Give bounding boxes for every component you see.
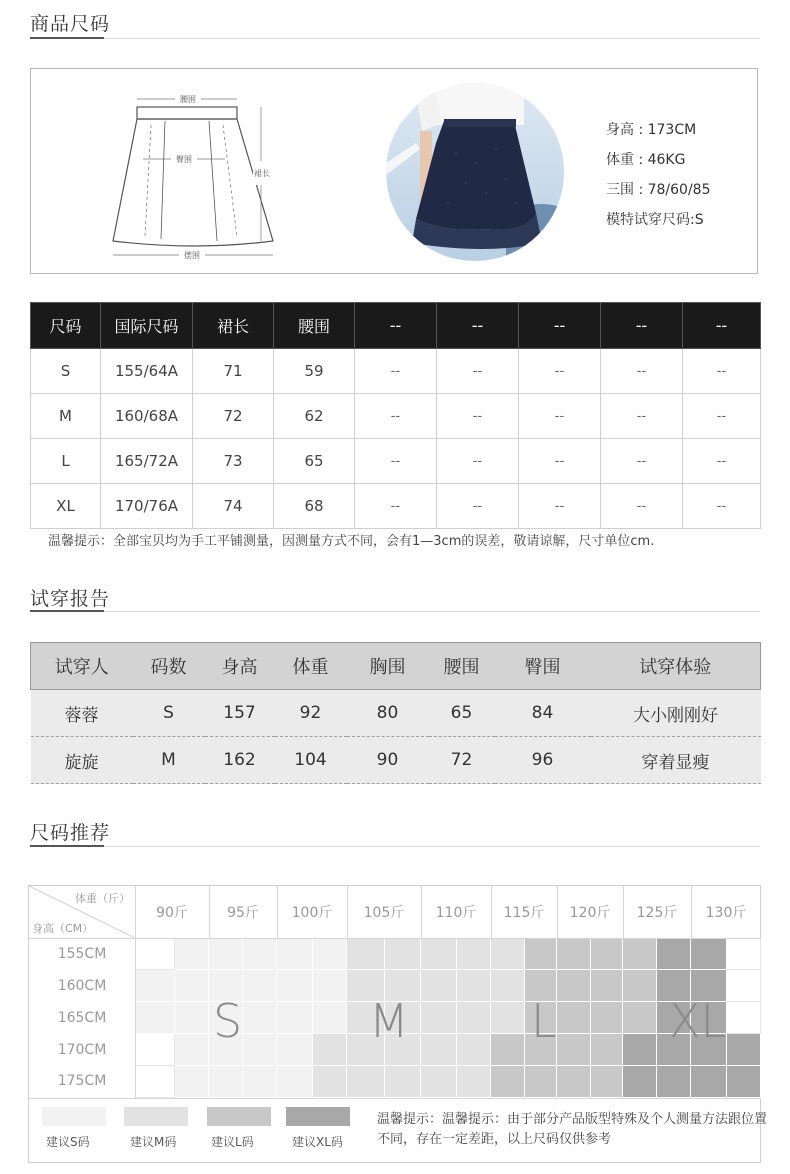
grid-cell bbox=[385, 1066, 421, 1098]
weight-label: 100斤 bbox=[291, 905, 333, 921]
table-cell: -- bbox=[683, 439, 761, 484]
waist-label: 腰围 bbox=[180, 95, 196, 104]
table-cell: 155/64A bbox=[101, 349, 193, 394]
grid-cell bbox=[347, 1066, 385, 1098]
grid-cell bbox=[135, 938, 175, 970]
table-row bbox=[31, 349, 761, 394]
table-cell: 92 bbox=[275, 690, 347, 737]
table-cell: -- bbox=[355, 484, 437, 529]
grid-cell bbox=[491, 1034, 525, 1066]
size-table-header bbox=[31, 303, 761, 349]
grid-cell bbox=[347, 938, 385, 970]
try-on-table bbox=[30, 642, 761, 784]
table-cell: -- bbox=[601, 394, 683, 439]
table-cell: 62 bbox=[274, 394, 355, 439]
table-cell: S bbox=[133, 690, 205, 737]
grid-cell bbox=[421, 938, 457, 970]
grid-cell bbox=[457, 1002, 491, 1034]
grid-line bbox=[421, 886, 422, 938]
table-cell: 96 bbox=[495, 737, 591, 784]
corner-height-label: 身高（CM） bbox=[32, 922, 94, 935]
grid-cell bbox=[591, 938, 623, 970]
weight-label: 105斤 bbox=[363, 905, 405, 921]
table-cell: XL bbox=[31, 484, 101, 529]
table-cell: 80 bbox=[347, 690, 429, 737]
weight-label: 95斤 bbox=[227, 905, 259, 921]
grid-line bbox=[29, 1098, 760, 1099]
grid-cell bbox=[243, 938, 277, 970]
table-cell: L bbox=[31, 439, 101, 484]
table-cell: 90 bbox=[347, 737, 429, 784]
header-cell: 身高 bbox=[205, 643, 275, 690]
grid-cell bbox=[623, 1034, 657, 1066]
table-row bbox=[31, 394, 761, 439]
table-cell: -- bbox=[519, 439, 601, 484]
table-cell: -- bbox=[601, 484, 683, 529]
table-cell: -- bbox=[683, 484, 761, 529]
grid-cell bbox=[385, 938, 421, 970]
grid-line bbox=[347, 886, 348, 938]
table-row bbox=[31, 484, 761, 529]
table-cell: 旋旋 bbox=[31, 737, 133, 784]
header-cell: 腰围 bbox=[274, 303, 355, 349]
grid-cell bbox=[421, 1002, 457, 1034]
height-label: 155CM bbox=[57, 946, 107, 962]
table-cell: 162 bbox=[205, 737, 275, 784]
grid-line bbox=[691, 886, 692, 938]
table-cell: 84 bbox=[495, 690, 591, 737]
model-photo bbox=[386, 83, 564, 261]
grid-cell bbox=[491, 1002, 525, 1034]
grid-cell bbox=[591, 1034, 623, 1066]
table-cell: 73 bbox=[193, 439, 274, 484]
corner-weight-label: 体重（斤） bbox=[75, 892, 130, 905]
header-cell: 码数 bbox=[133, 643, 205, 690]
grid-cell bbox=[175, 970, 209, 1002]
grid-cell bbox=[557, 1002, 591, 1034]
length-label: 裙长 bbox=[254, 169, 270, 178]
weight-label: 110斤 bbox=[435, 905, 477, 921]
height-label: 160CM bbox=[57, 978, 107, 994]
header-cell: -- bbox=[601, 303, 683, 349]
table-row bbox=[31, 690, 761, 737]
grid-cell bbox=[277, 938, 313, 970]
model-height: 身高 : 173CM bbox=[606, 122, 697, 138]
grid-cell bbox=[277, 1034, 313, 1066]
recommend-note: 温馨提示：温馨提示：由于部分产品版型特殊及个人测量方法跟位置不同，存在一定差距，以上尺码仅供参考 bbox=[377, 1112, 768, 1147]
grid-cell bbox=[243, 1034, 277, 1066]
grid-line bbox=[29, 938, 760, 939]
grid-cell bbox=[591, 970, 623, 1002]
table-cell: -- bbox=[437, 439, 519, 484]
grid-cell bbox=[557, 970, 591, 1002]
table-cell: S bbox=[31, 349, 101, 394]
grid-cell bbox=[557, 1034, 591, 1066]
grid-cell bbox=[313, 1066, 347, 1098]
grid-cell bbox=[135, 970, 175, 1002]
header-cell: 臀围 bbox=[495, 643, 591, 690]
weight-label: 125斤 bbox=[636, 905, 678, 921]
table-cell: -- bbox=[355, 349, 437, 394]
grid-cell bbox=[277, 1066, 313, 1098]
grid-cell bbox=[491, 1066, 525, 1098]
grid-cell bbox=[277, 970, 313, 1002]
table-cell: 59 bbox=[274, 349, 355, 394]
model-weight: 体重 : 46KG bbox=[606, 152, 686, 168]
grid-cell bbox=[623, 1066, 657, 1098]
hip-label: 臀围 bbox=[176, 155, 192, 164]
grid-cell bbox=[243, 1066, 277, 1098]
section-divider bbox=[30, 38, 760, 39]
header-cell: 体重 bbox=[275, 643, 347, 690]
grid-cell bbox=[591, 1002, 623, 1034]
table-row bbox=[31, 439, 761, 484]
grid-cell bbox=[457, 938, 491, 970]
section-title-try-report: 试穿报告 bbox=[30, 588, 111, 610]
table-cell: 160/68A bbox=[101, 394, 193, 439]
table-cell: 157 bbox=[205, 690, 275, 737]
table-cell: 大小刚刚好 bbox=[591, 690, 761, 737]
size-table bbox=[30, 302, 761, 529]
table-cell: 170/76A bbox=[101, 484, 193, 529]
grid-cell bbox=[691, 1066, 727, 1098]
table-cell: 72 bbox=[193, 394, 274, 439]
grid-cell bbox=[313, 970, 347, 1002]
height-label: 175CM bbox=[57, 1073, 107, 1089]
try-table-header bbox=[31, 643, 761, 690]
grid-cell bbox=[525, 1066, 557, 1098]
legend-label: 建议XL码 bbox=[292, 1135, 343, 1149]
header-cell: 尺码 bbox=[31, 303, 101, 349]
grid-cell bbox=[135, 1002, 175, 1034]
header-cell: -- bbox=[355, 303, 437, 349]
header-cell: -- bbox=[519, 303, 601, 349]
grid-line bbox=[209, 886, 210, 938]
grid-cell bbox=[491, 938, 525, 970]
section-title-size-recommend: 尺码推荐 bbox=[30, 822, 111, 844]
table-cell: -- bbox=[683, 349, 761, 394]
table-cell: -- bbox=[437, 484, 519, 529]
table-cell: -- bbox=[601, 439, 683, 484]
grid-line bbox=[557, 886, 558, 938]
height-label: 170CM bbox=[57, 1042, 107, 1058]
grid-cell bbox=[313, 938, 347, 970]
table-cell: -- bbox=[437, 394, 519, 439]
weight-label: 120斤 bbox=[569, 905, 611, 921]
grid-cell bbox=[727, 1066, 761, 1098]
table-cell: 65 bbox=[274, 439, 355, 484]
table-cell: 72 bbox=[429, 737, 495, 784]
grid-cell bbox=[421, 1034, 457, 1066]
model-size-worn: 模特试穿尺码:S bbox=[606, 212, 704, 228]
table-cell: -- bbox=[355, 439, 437, 484]
table-cell: 165/72A bbox=[101, 439, 193, 484]
section-title-product-size: 商品尺码 bbox=[30, 13, 111, 35]
table-cell: -- bbox=[355, 394, 437, 439]
grid-cell bbox=[175, 1002, 209, 1034]
grid-cell bbox=[525, 938, 557, 970]
grid-line bbox=[623, 886, 624, 938]
legend-swatch-l bbox=[207, 1107, 271, 1126]
skirt-sketch bbox=[105, 91, 285, 259]
size-letter-m: M bbox=[369, 994, 409, 1048]
grid-cell bbox=[175, 938, 209, 970]
header-cell: 裙长 bbox=[193, 303, 274, 349]
section-divider bbox=[30, 846, 760, 847]
grid-cell bbox=[657, 1066, 691, 1098]
table-cell: -- bbox=[519, 394, 601, 439]
grid-cell bbox=[623, 970, 657, 1002]
grid-cell bbox=[457, 1034, 491, 1066]
grid-cell bbox=[135, 1066, 175, 1098]
table-cell: 65 bbox=[429, 690, 495, 737]
product-size-panel bbox=[30, 68, 758, 274]
weight-label: 90斤 bbox=[156, 905, 188, 921]
grid-cell bbox=[175, 1066, 209, 1098]
grid-cell bbox=[209, 1066, 243, 1098]
grid-cell bbox=[557, 938, 591, 970]
table-cell: 74 bbox=[193, 484, 274, 529]
grid-cell bbox=[209, 938, 243, 970]
grid-cell bbox=[727, 1002, 761, 1034]
model-measurements: 三围 : 78/60/85 bbox=[606, 182, 711, 198]
legend-label: 建议S码 bbox=[46, 1135, 90, 1149]
grid-cell bbox=[243, 1002, 277, 1034]
weight-label: 115斤 bbox=[503, 905, 545, 921]
header-cell: 国际尺码 bbox=[101, 303, 193, 349]
grid-cell bbox=[175, 1034, 209, 1066]
grid-cell bbox=[591, 1066, 623, 1098]
grid-cell bbox=[457, 1066, 491, 1098]
hem-label: 摆围 bbox=[184, 251, 200, 259]
grid-cell bbox=[657, 938, 691, 970]
header-cell: -- bbox=[683, 303, 761, 349]
grid-cell bbox=[277, 1002, 313, 1034]
legend-swatch-s bbox=[42, 1107, 106, 1126]
table-cell: -- bbox=[519, 484, 601, 529]
size-letter-l: L bbox=[531, 994, 557, 1048]
height-label: 165CM bbox=[57, 1010, 107, 1026]
grid-cell bbox=[421, 970, 457, 1002]
grid-cell bbox=[727, 938, 761, 970]
table-cell: -- bbox=[437, 349, 519, 394]
grid-cell bbox=[457, 970, 491, 1002]
table-cell: M bbox=[133, 737, 205, 784]
grid-cell bbox=[421, 1066, 457, 1098]
grid-cell bbox=[313, 1002, 347, 1034]
legend-swatch-xl bbox=[286, 1107, 350, 1126]
size-letter-xl: XL bbox=[669, 994, 727, 1048]
grid-line bbox=[277, 886, 278, 938]
table-cell: 104 bbox=[275, 737, 347, 784]
grid-line bbox=[135, 886, 136, 1098]
grid-cell bbox=[727, 970, 761, 1002]
header-cell: 试穿体验 bbox=[591, 643, 761, 690]
header-cell: 腰围 bbox=[429, 643, 495, 690]
table-cell: 穿着显瘦 bbox=[591, 737, 761, 784]
table-cell: 68 bbox=[274, 484, 355, 529]
table-cell: -- bbox=[601, 349, 683, 394]
table-cell: 71 bbox=[193, 349, 274, 394]
header-cell: -- bbox=[437, 303, 519, 349]
legend-label: 建议M码 bbox=[130, 1135, 177, 1149]
grid-cell bbox=[135, 1034, 175, 1066]
grid-cell bbox=[691, 938, 727, 970]
weight-label: 130斤 bbox=[705, 905, 747, 921]
section-divider bbox=[30, 611, 760, 612]
table-cell: -- bbox=[519, 349, 601, 394]
table-row bbox=[31, 737, 761, 784]
header-cell: 试穿人 bbox=[31, 643, 133, 690]
measurement-tip: 温馨提示：全部宝贝均为手工平铺测量，因测量方式不同，会有1—3cm的误差，敬请谅解，尺寸单位cm. bbox=[48, 534, 655, 549]
grid-cell bbox=[313, 1034, 347, 1066]
table-cell: 蓉蓉 bbox=[31, 690, 133, 737]
grid-cell bbox=[557, 1066, 591, 1098]
grid-cell bbox=[623, 938, 657, 970]
header-cell: 胸围 bbox=[347, 643, 429, 690]
grid-cell bbox=[727, 1034, 761, 1066]
legend-label: 建议L码 bbox=[211, 1135, 254, 1149]
grid-cell bbox=[491, 970, 525, 1002]
table-cell: -- bbox=[683, 394, 761, 439]
grid-line bbox=[491, 886, 492, 938]
size-letter-s: S bbox=[213, 994, 243, 1048]
grid-cell bbox=[623, 1002, 657, 1034]
legend-swatch-m bbox=[124, 1107, 188, 1126]
model-info bbox=[606, 115, 711, 235]
table-cell: M bbox=[31, 394, 101, 439]
grid-cell bbox=[243, 970, 277, 1002]
